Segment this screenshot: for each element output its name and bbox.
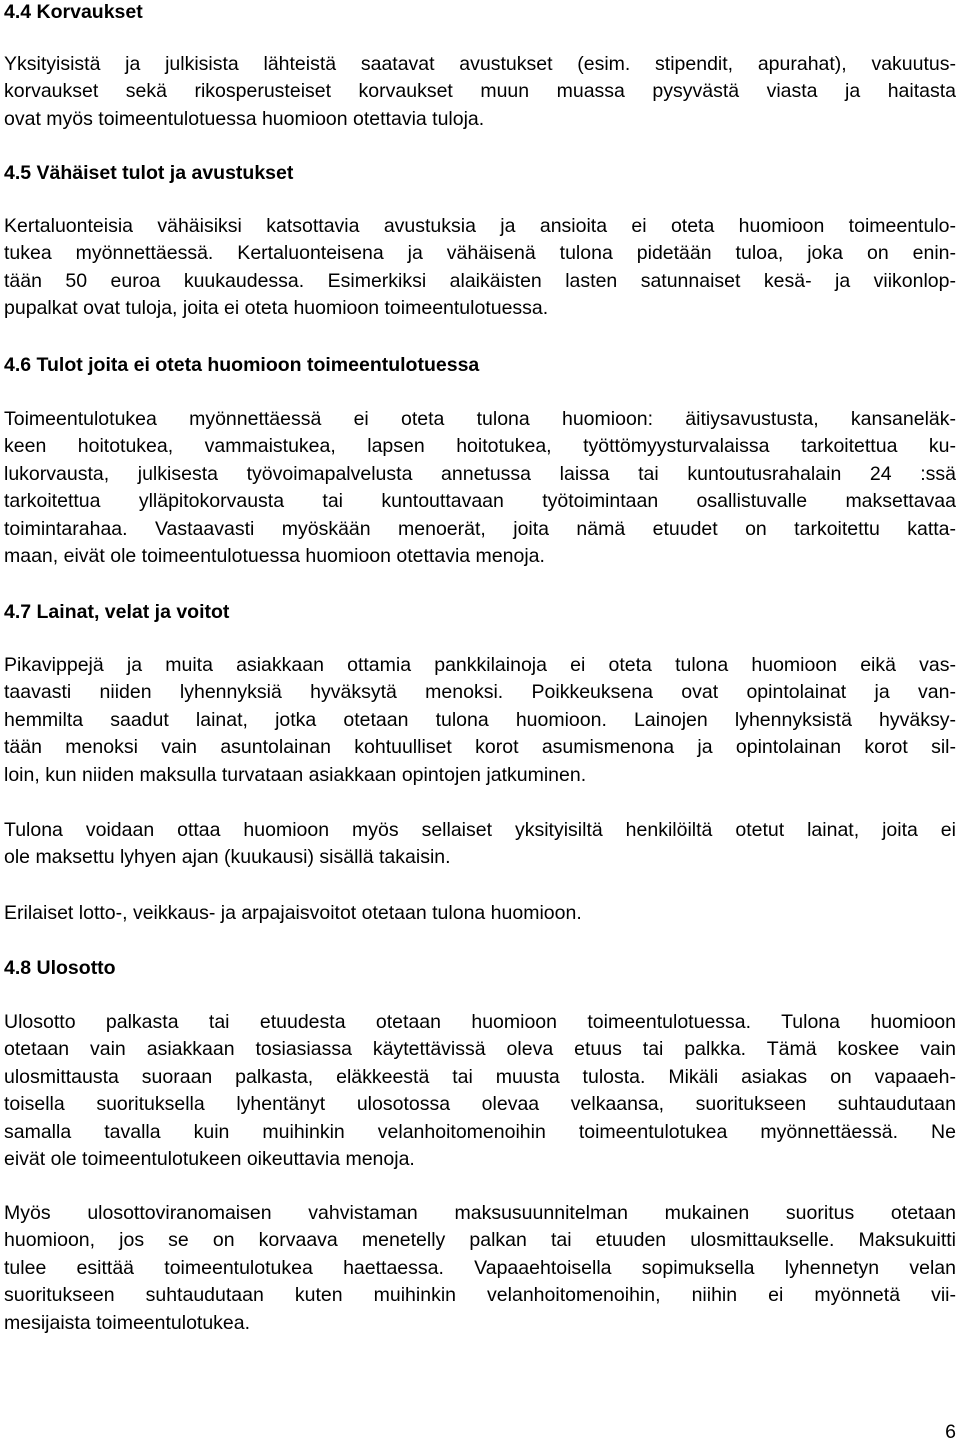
section-4-8 [4,956,956,981]
text-line: tään 50 euroa kuukaudessa. Esimerkiksi alaikäisten lasten satunnaiset kesä- ja viikonlop- [4,269,956,292]
text-line: Kertaluonteisia vähäisiksi katsottavia avustuksia ja ansioita ei oteta huomioon toimeentulo- [4,215,956,237]
paragraph [4,652,956,789]
text-line: Myös ulosottoviranomaisen vahvistaman maksusuunnitelman mukainen suoritus otetaan [4,1202,956,1224]
section-4-5 [4,161,956,186]
paragraph [4,406,956,570]
text-line: suoritukseen suhtaudutaan kuten muihinkin velanhoitomenoihin, niihin ei myönnetä vii- [4,1284,956,1307]
text-line: Toimeentulotukea myönnettäessä ei oteta tulona huomioon: äitiysavustusta, kansaneläk- [4,408,956,430]
section-4-4 [4,0,956,25]
text-line: maan, eivät ole toimeentulotuessa huomioon otettavia menoja. [4,545,545,568]
paragraph [4,817,956,872]
text-line: Tulona voidaan ottaa huomioon myös sellaiset yksityisiltä henkilöiltä otetut lainat, joita ei [4,819,956,841]
text-line: keen hoitotukea, vammaistukea, lapsen hoitotukea, työttömyysturvalaissa tarkoitettua ku- [4,435,956,458]
section-heading: 4.5 Vähäiset tulot ja avustukset [4,162,294,184]
text-line: otetaan vain asiakkaan tosiasiassa käytettävissä oleva etuus tai palkka. Tämä koskee vain [4,1038,956,1061]
text-line: ole maksettu lyhyen ajan (kuukausi) sisällä takaisin. [4,846,451,869]
text-line: Ulosotto palkasta tai etuudesta otetaan huomioon toimeentulotuessa. Tulona huomioon [4,1011,956,1033]
text-line: eivät ole toimeentulotukeen oikeuttavia menoja. [4,1148,415,1171]
text-line: toimintarahaa. Vastaavasti myöskään menoerät, joita nämä etuudet on tarkoitettu katta- [4,517,956,540]
text-line: loin, kun niiden maksulla turvataan asiakkaan opintojen jatkuminen. [4,763,587,786]
section-heading: 4.4 Korvaukset [4,1,143,23]
paragraph [4,51,956,133]
text-line: Erilaiset lotto-, veikkaus- ja arpajaisvoitot otetaan tulona huomioon. [4,902,582,924]
section-4-6 [4,353,956,378]
text-line: tulee esittää toimeentulotukea haettaessa. Vapaaehtoisella sopimuksella lyhennetyn velan [4,1256,956,1279]
text-line: samalla tavalla kuin muihinkin velanhoitomenoihin toimeentulotukea myönnettäessä. Ne [4,1120,956,1143]
text-line: toisella suorituksella lyhentänyt ulosotossa olevaa velkaansa, suoritukseen suhtaudutaan [4,1093,956,1116]
text-line: pupalkat ovat tuloja, joita ei oteta huomioon toimeentulotuessa. [4,297,549,320]
text-line: tään menoksi vain asuntolainan kohtuulliset korot asumismenona ja opintolainan korot sil- [4,736,956,759]
text-line: korvaukset sekä rikosperusteiset korvaukset muun muassa pysyvästä viasta ja haitasta [4,80,956,103]
page-number: 6 [945,1421,956,1443]
text-line: Yksityisistä ja julkisista lähteistä saatavat avustukset (esim. stipendit, apurahat), vakuutus- [4,53,956,75]
section-heading: 4.8 Ulosotto [4,957,116,979]
text-line: mesijaista toimeentulotukea. [4,1311,251,1334]
text-line: hemmilta saadut lainat, jotka otetaan tulona huomioon. Lainojen lyhennyksistä hyväksy- [4,708,956,731]
section-heading: 4.6 Tulot joita ei oteta huomioon toimeentulotuessa [4,354,480,376]
paragraph [4,900,956,927]
paragraph [4,1009,956,1173]
text-line: ulosmittausta suoraan palkasta, eläkkeestä tai muusta tulosta. Mikäli asiakas on vapaaeh- [4,1065,956,1088]
text-line: tarkoitettua ylläpitokorvausta tai kuntouttavaan työtoimintaan osallistuvalle maksettavaa [4,490,956,513]
section-4-7 [4,600,956,625]
paragraph [4,1200,956,1337]
text-line: ovat myös toimeentulotuessa huomioon otettavia tuloja. [4,107,485,130]
section-heading: 4.7 Lainat, velat ja voitot [4,601,230,623]
text-line: tukea myönnettäessä. Kertaluonteisena ja vähäisenä tulona pidetään tuloa, joka on enin- [4,242,956,265]
text-line: lukorvausta, julkisesta työvoimapalvelusta annetussa laissa tai kuntoutusrahalain 24 :ssä [4,462,956,485]
text-line: huomioon, jos se on korvaava menetelly palkan tai etuuden ulosmittaukselle. Maksukuitti [4,1229,956,1252]
text-line: taavasti niiden lyhennyksiä hyväksytä menoksi. Poikkeuksena ovat opintolainat ja van- [4,681,956,704]
paragraph [4,213,956,323]
text-line: Pikavippejä ja muita asiakkaan ottamia pankkilainoja ei oteta tulona huomioon eikä vas- [4,654,956,676]
